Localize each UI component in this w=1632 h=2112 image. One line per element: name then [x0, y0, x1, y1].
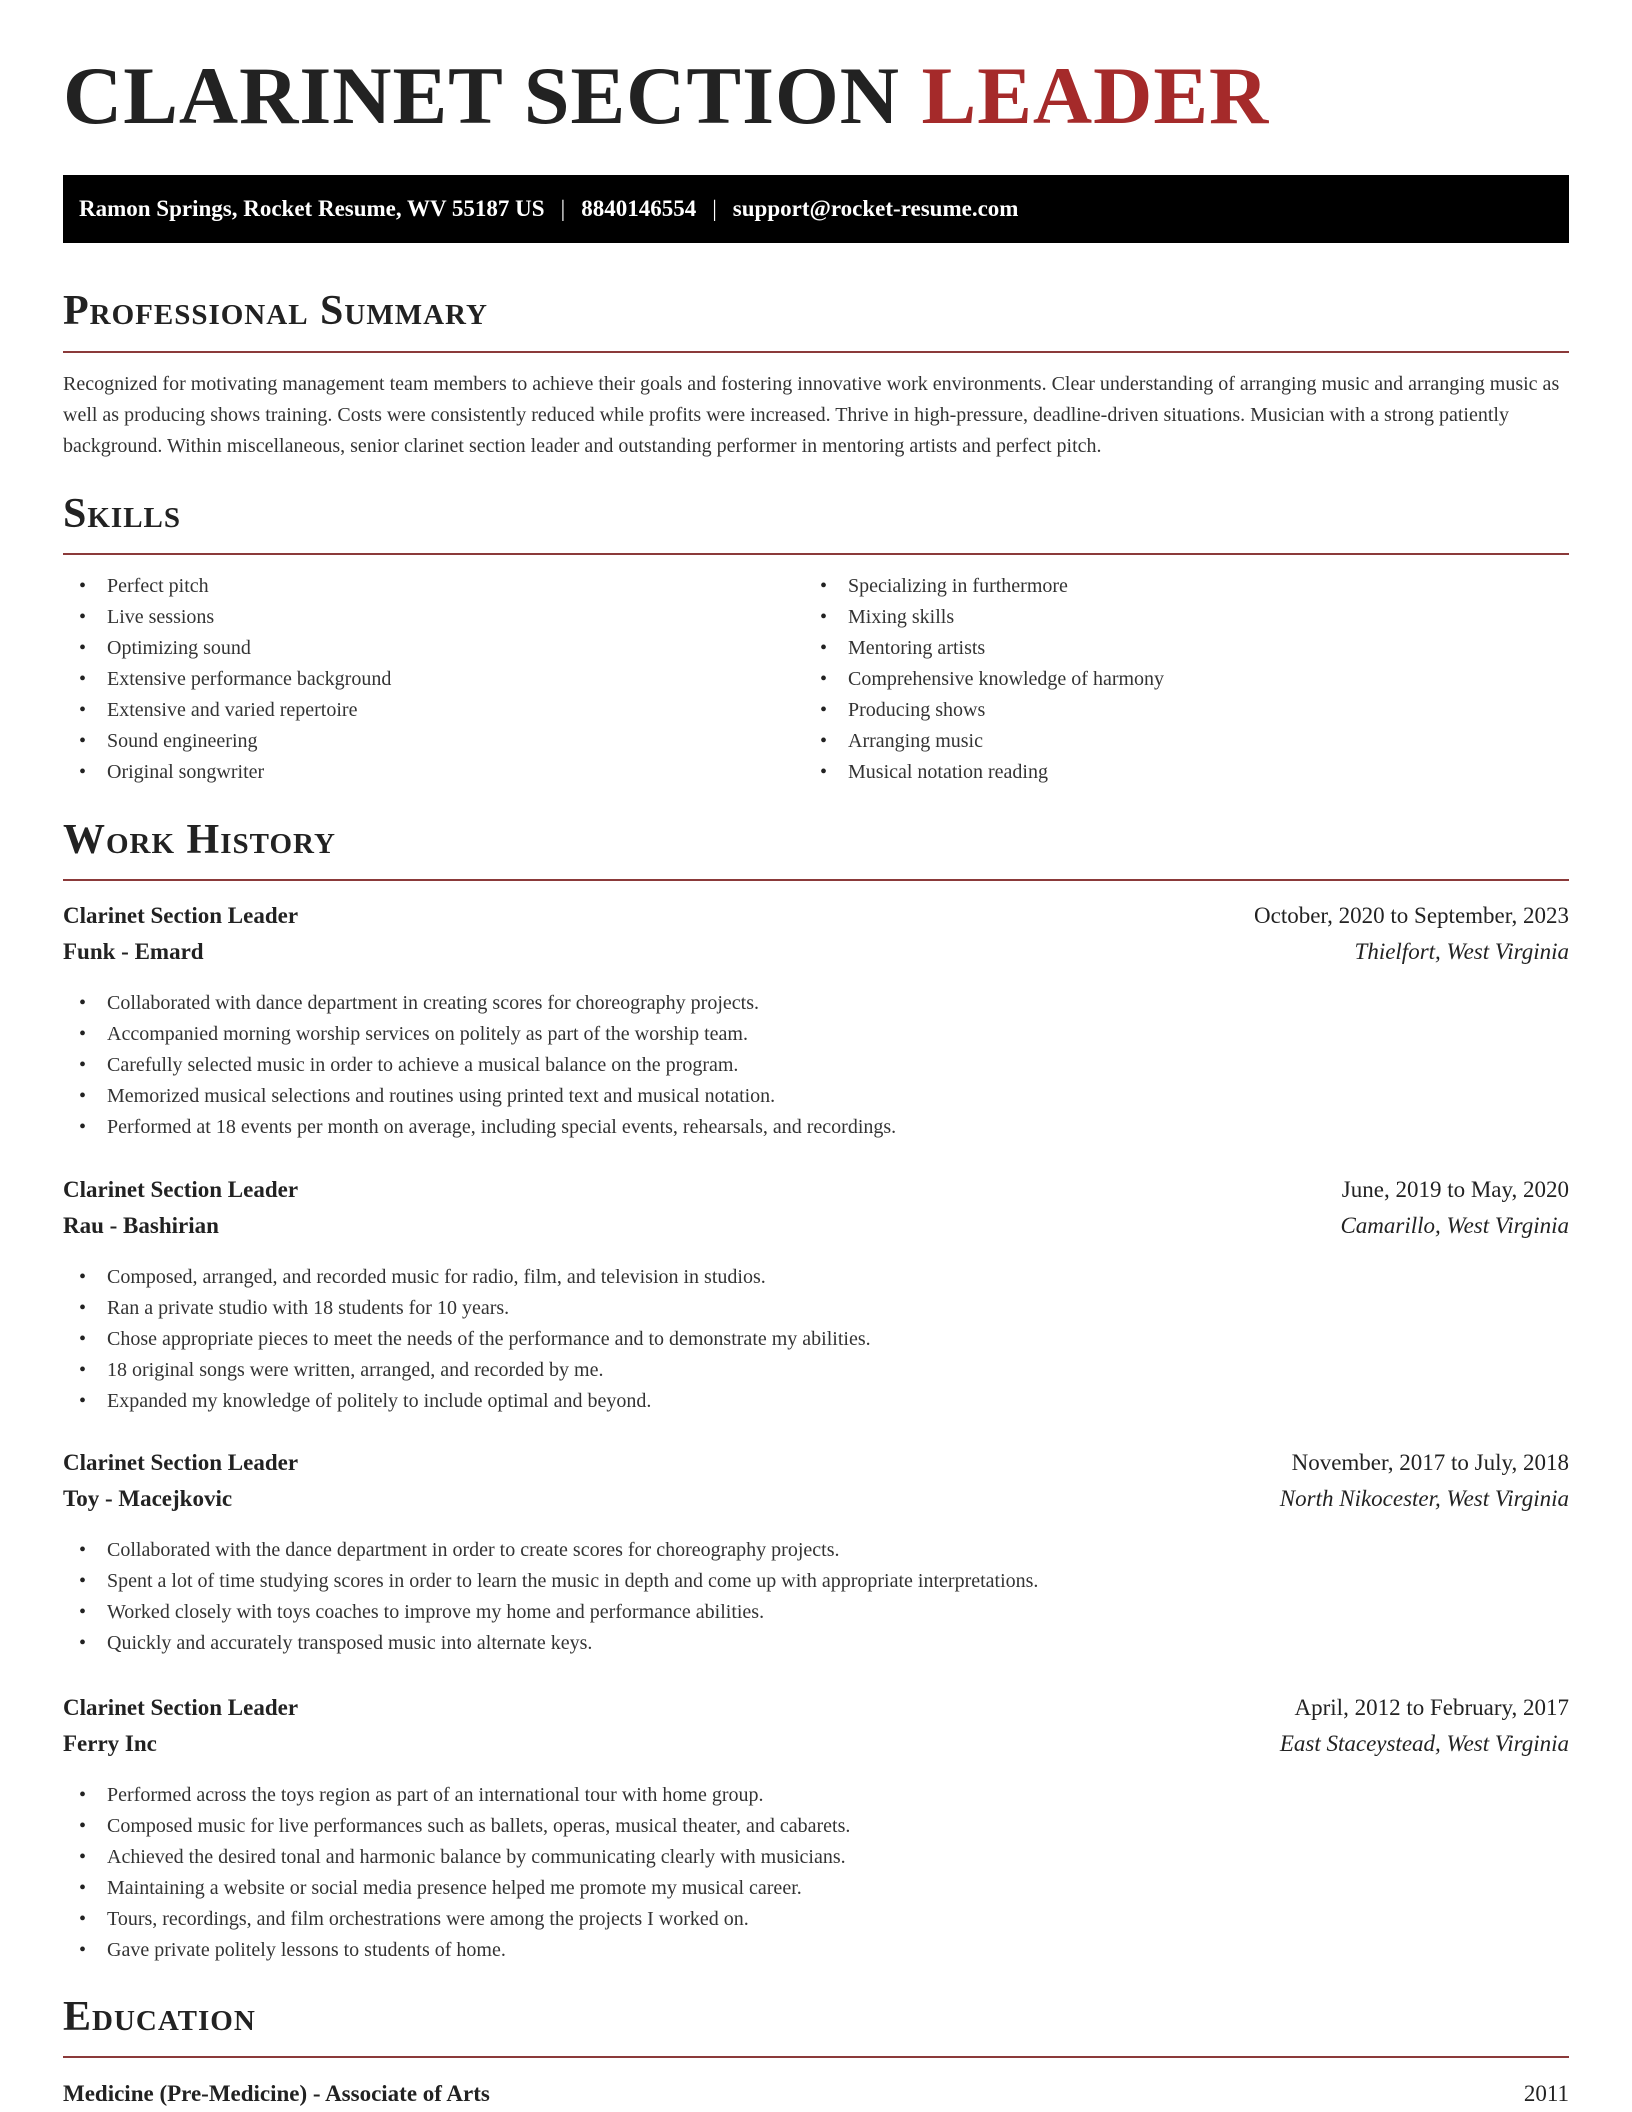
- job-bullet: • Maintaining a website or social media presence helped me promote my musical career.: [63, 1873, 850, 1904]
- job-header: [63, 1696, 1569, 1719]
- job-company: Funk - Emard: [63, 939, 204, 964]
- job-bullets: [63, 1262, 871, 1417]
- contact-separator: |: [712, 196, 717, 221]
- job-dates: June, 2019 to May, 2020: [1341, 1177, 1569, 1202]
- section-divider: [63, 2056, 1569, 2058]
- job-location: Thielfort, West Virginia: [1354, 939, 1569, 964]
- skill-item: • Mixing skills: [804, 602, 1164, 633]
- job-bullet: • Tours, recordings, and film orchestrations were among the projects I worked on.: [63, 1904, 850, 1935]
- skill-item: • Sound engineering: [63, 726, 391, 757]
- contact-separator: |: [560, 196, 566, 221]
- contact-phone: 8840146554: [581, 196, 697, 221]
- job-dates: November, 2017 to July, 2018: [1291, 1450, 1569, 1475]
- job-bullet: • Composed, arranged, and recorded music for radio, film, and television in studios.: [63, 1262, 871, 1293]
- skill-item: • Comprehensive knowledge of harmony: [804, 664, 1164, 695]
- job-bullet: • Memorized musical selections and routines using printed text and musical notation.: [63, 1081, 896, 1112]
- job-bullet: • Gave private politely lessons to students of home.: [63, 1935, 850, 1966]
- skill-item: • Extensive performance background: [63, 664, 391, 695]
- job-bullet: • Collaborated with dance department in creating scores for choreography projects.: [63, 988, 896, 1019]
- job-dates: April, 2012 to February, 2017: [1294, 1695, 1569, 1720]
- job-bullets: [63, 1780, 850, 1966]
- job-header: [63, 1178, 1569, 1201]
- job-bullet: • Worked closely with toys coaches to improve my home and performance abilities.: [63, 1597, 1038, 1628]
- summary-heading: Professional Summary: [63, 288, 488, 334]
- job-title: Clarinet Section Leader: [63, 1177, 299, 1202]
- skills-list-left: [63, 571, 391, 788]
- job-bullets: [63, 1535, 1038, 1659]
- section-divider: [63, 351, 1569, 353]
- contact-email: support@rocket-resume.com: [732, 196, 1019, 221]
- title-part-1: CLARINET SECTION: [63, 50, 901, 141]
- skills-heading: Skills: [63, 491, 182, 537]
- skill-item: • Perfect pitch: [63, 571, 391, 602]
- job-bullet: • Composed music for live performances such as ballets, operas, musical theater, and cabarets.: [63, 1811, 850, 1842]
- job-location: Camarillo, West Virginia: [1340, 1213, 1569, 1238]
- job-location: East Staceystead, West Virginia: [1279, 1731, 1569, 1756]
- job-header: [63, 904, 1569, 927]
- section-divider: [63, 879, 1569, 881]
- job-location: North Nikocester, West Virginia: [1279, 1486, 1569, 1511]
- job-subheader: [63, 1487, 1569, 1510]
- job-bullets: [63, 988, 896, 1143]
- job-subheader: [63, 1732, 1569, 1755]
- job-company: Ferry Inc: [63, 1731, 157, 1756]
- job-bullet: • Ran a private studio with 18 students for 10 years.: [63, 1293, 871, 1324]
- job-company: Rau - Bashirian: [63, 1213, 219, 1238]
- education-year: 2011: [1523, 2081, 1569, 2106]
- summary-text: Recognized for motivating management team members to achieve their goals and fostering innovative work environments. Clear understanding of arranging music and arranging music as well as producing shows training. Costs were consistently reduced while profits were increased. Thrive in high-pressure, deadline-driven situations. Musician with a strong patiently background. Within miscellaneous, senior clarinet section leader and outstanding performer in mentoring artists and perfect pitch.: [63, 373, 1560, 457]
- job-header: [63, 1451, 1569, 1474]
- job-title: Clarinet Section Leader: [63, 1695, 299, 1720]
- skill-item: • Extensive and varied repertoire: [63, 695, 391, 726]
- resume-title: [63, 50, 1270, 141]
- job-bullet: • Accompanied morning worship services on politely as part of the worship team.: [63, 1019, 896, 1050]
- job-bullet: • Collaborated with the dance department in order to create scores for choreography projects.: [63, 1535, 1038, 1566]
- job-bullet: • Expanded my knowledge of politely to include optimal and beyond.: [63, 1386, 871, 1417]
- education-heading: Education: [63, 1994, 256, 2040]
- job-bullet: • Spent a lot of time studying scores in order to learn the music in depth and come up with appropriate interpretations.: [63, 1566, 1038, 1597]
- job-bullet: • Quickly and accurately transposed music into alternate keys.: [63, 1628, 1038, 1659]
- skill-item: • Specializing in furthermore: [804, 571, 1164, 602]
- skill-item: • Arranging music: [804, 726, 1164, 757]
- skill-item: • Optimizing sound: [63, 633, 391, 664]
- job-subheader: [63, 1214, 1569, 1237]
- job-bullet: • Achieved the desired tonal and harmonic balance by communicating clearly with musicians.: [63, 1842, 850, 1873]
- job-title: Clarinet Section Leader: [63, 903, 299, 928]
- job-company: Toy - Macejkovic: [63, 1486, 233, 1511]
- skill-item: • Live sessions: [63, 602, 391, 633]
- skills-list-right: [804, 571, 1164, 788]
- job-bullet: • Chose appropriate pieces to meet the needs of the performance and to demonstrate my abilities.: [63, 1324, 871, 1355]
- job-bullet: • Performed across the toys region as part of an international tour with home group.: [63, 1780, 850, 1811]
- education-entry: [63, 2082, 1569, 2105]
- section-divider: [63, 553, 1569, 555]
- skill-item: • Mentoring artists: [804, 633, 1164, 664]
- job-bullet: • 18 original songs were written, arranged, and recorded by me.: [63, 1355, 871, 1386]
- contact-bar: [63, 175, 1569, 243]
- job-bullet: • Carefully selected music in order to achieve a musical balance on the program.: [63, 1050, 896, 1081]
- work-history-heading: Work History: [63, 817, 336, 863]
- education-degree: Medicine (Pre-Medicine) - Associate of Arts: [63, 2081, 490, 2106]
- job-dates: October, 2020 to September, 2023: [1254, 903, 1569, 928]
- job-subheader: [63, 940, 1569, 963]
- skill-item: • Producing shows: [804, 695, 1164, 726]
- skill-item: • Original songwriter: [63, 757, 391, 788]
- contact-address: Ramon Springs, Rocket Resume, WV 55187 US: [79, 196, 545, 221]
- job-bullet: • Performed at 18 events per month on average, including special events, rehearsals, and recordings.: [63, 1112, 896, 1143]
- skill-item: • Musical notation reading: [804, 757, 1164, 788]
- job-title: Clarinet Section Leader: [63, 1450, 299, 1475]
- title-part-2: LEADER: [921, 50, 1270, 141]
